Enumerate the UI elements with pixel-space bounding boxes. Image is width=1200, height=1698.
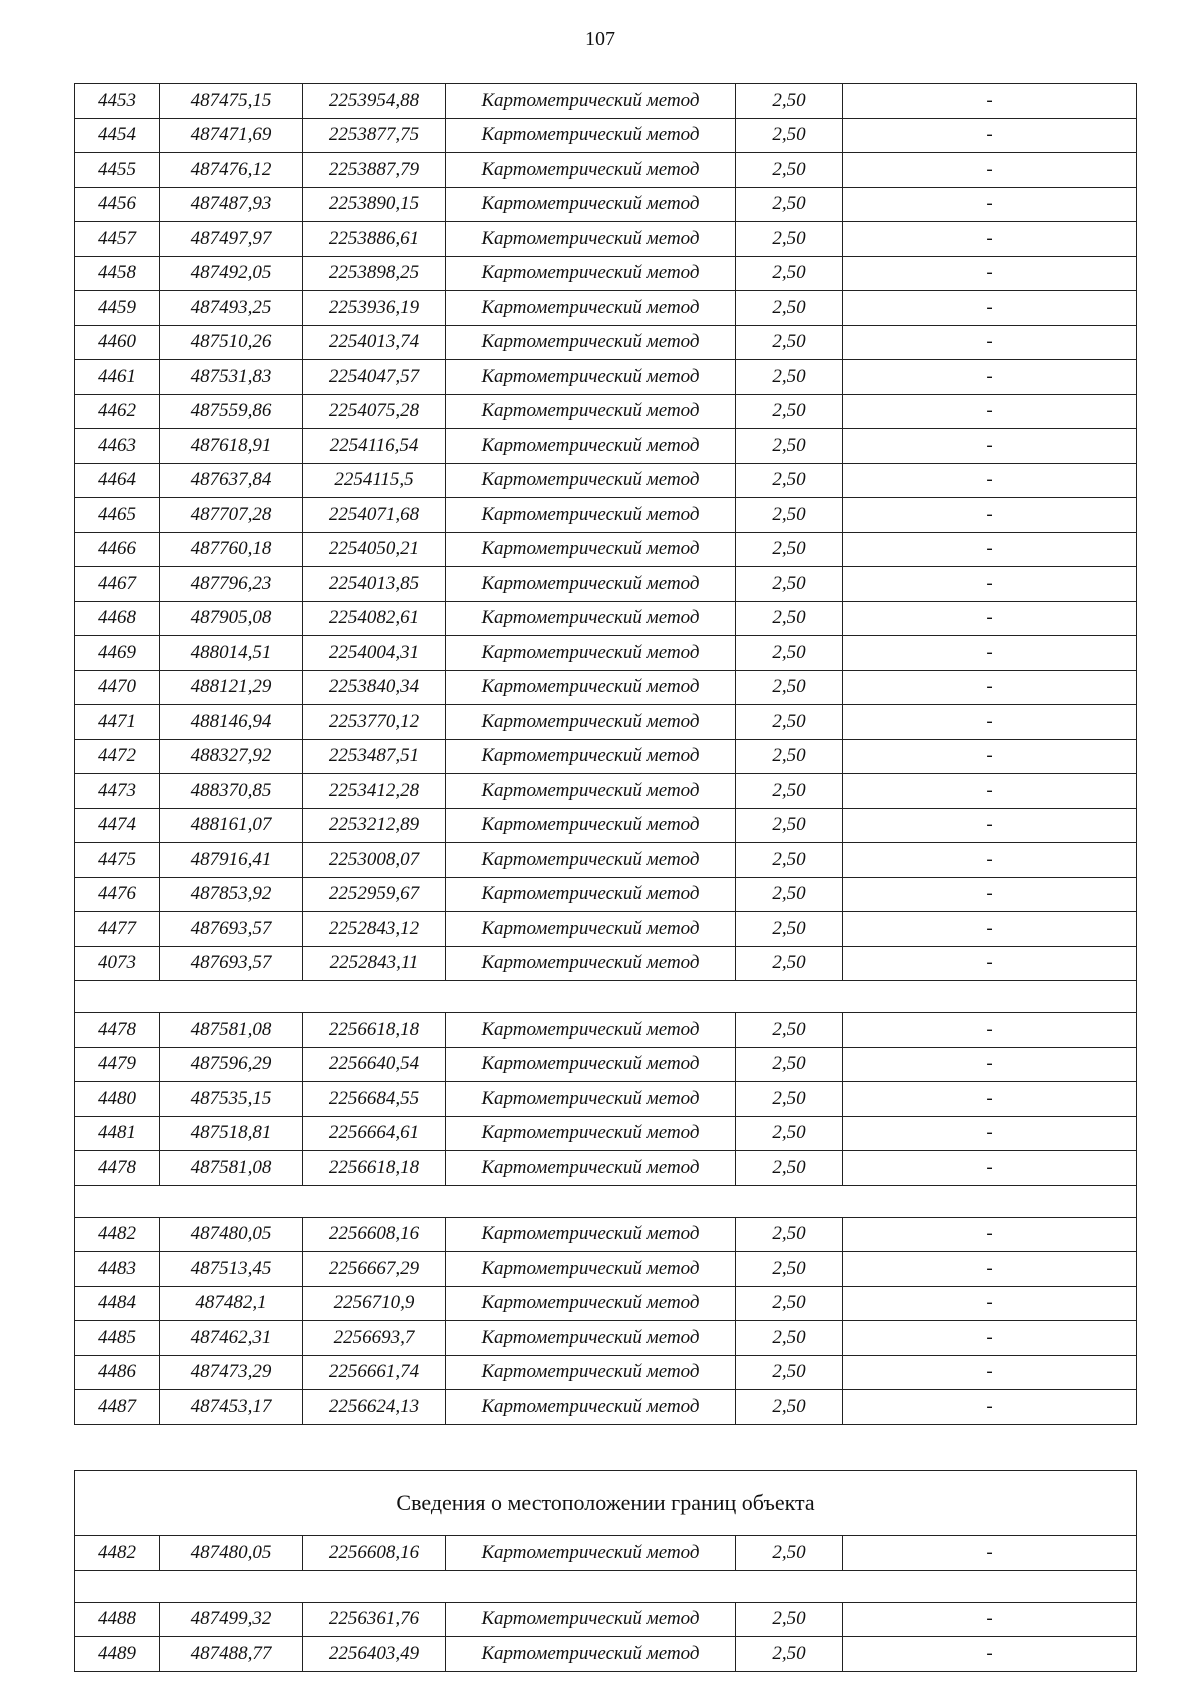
y-coordinate-cell: 2256664,61 <box>303 1116 446 1151</box>
point-number-cell: 4481 <box>75 1116 160 1151</box>
description-cell: - <box>843 739 1137 774</box>
point-number-cell: 4476 <box>75 877 160 912</box>
point-number-cell: 4454 <box>75 118 160 153</box>
x-coordinate-cell: 487559,86 <box>160 394 303 429</box>
accuracy-cell: 2,50 <box>736 1390 843 1425</box>
x-coordinate-cell: 487693,57 <box>160 946 303 981</box>
accuracy-cell: 2,50 <box>736 912 843 947</box>
table-row <box>75 1602 1137 1637</box>
x-coordinate-cell: 487853,92 <box>160 877 303 912</box>
y-coordinate-cell: 2253954,88 <box>303 84 446 119</box>
accuracy-cell: 2,50 <box>736 222 843 257</box>
method-cell: Картометрический метод <box>446 325 736 360</box>
x-coordinate-cell: 487518,81 <box>160 1116 303 1151</box>
y-coordinate-cell: 2256624,13 <box>303 1390 446 1425</box>
accuracy-cell: 2,50 <box>736 1252 843 1287</box>
accuracy-cell: 2,50 <box>736 670 843 705</box>
description-cell: - <box>843 84 1137 119</box>
y-coordinate-cell: 2253770,12 <box>303 705 446 740</box>
accuracy-cell: 2,50 <box>736 256 843 291</box>
description-cell: - <box>843 1637 1137 1672</box>
table-row <box>75 1390 1137 1425</box>
table-row <box>75 325 1137 360</box>
point-number-cell: 4473 <box>75 774 160 809</box>
table-row <box>75 429 1137 464</box>
group-separator <box>75 1185 1137 1217</box>
table-row <box>75 153 1137 188</box>
method-cell: Картометрический метод <box>446 946 736 981</box>
x-coordinate-cell: 487596,29 <box>160 1047 303 1082</box>
accuracy-cell: 2,50 <box>736 1355 843 1390</box>
x-coordinate-cell: 487531,83 <box>160 360 303 395</box>
y-coordinate-cell: 2256618,18 <box>303 1151 446 1186</box>
method-cell: Картометрический метод <box>446 1151 736 1186</box>
x-coordinate-cell: 487796,23 <box>160 567 303 602</box>
x-coordinate-cell: 487499,32 <box>160 1602 303 1637</box>
description-cell: - <box>843 636 1137 671</box>
y-coordinate-cell: 2252843,12 <box>303 912 446 947</box>
point-number-cell: 4480 <box>75 1082 160 1117</box>
description-cell: - <box>843 1252 1137 1287</box>
method-cell: Картометрический метод <box>446 187 736 222</box>
accuracy-cell: 2,50 <box>736 394 843 429</box>
table-row <box>75 877 1137 912</box>
x-coordinate-cell: 487480,05 <box>160 1536 303 1571</box>
table-row <box>75 498 1137 533</box>
point-number-cell: 4463 <box>75 429 160 464</box>
table-row <box>75 1047 1137 1082</box>
y-coordinate-cell: 2254082,61 <box>303 601 446 636</box>
x-coordinate-cell: 488370,85 <box>160 774 303 809</box>
description-cell: - <box>843 843 1137 878</box>
description-cell: - <box>843 1082 1137 1117</box>
y-coordinate-cell: 2254013,85 <box>303 567 446 602</box>
point-number-cell: 4477 <box>75 912 160 947</box>
accuracy-cell: 2,50 <box>736 843 843 878</box>
coordinates-table <box>74 83 1137 1425</box>
accuracy-cell: 2,50 <box>736 429 843 464</box>
description-cell: - <box>843 325 1137 360</box>
point-number-cell: 4486 <box>75 1355 160 1390</box>
point-number-cell: 4474 <box>75 808 160 843</box>
y-coordinate-cell: 2256403,49 <box>303 1637 446 1672</box>
method-cell: Картометрический метод <box>446 1321 736 1356</box>
point-number-cell: 4464 <box>75 463 160 498</box>
point-number-cell: 4073 <box>75 946 160 981</box>
description-cell: - <box>843 774 1137 809</box>
accuracy-cell: 2,50 <box>736 1082 843 1117</box>
accuracy-cell: 2,50 <box>736 567 843 602</box>
table-row <box>75 360 1137 395</box>
y-coordinate-cell: 2256608,16 <box>303 1217 446 1252</box>
description-cell: - <box>843 912 1137 947</box>
description-cell: - <box>843 256 1137 291</box>
point-number-cell: 4488 <box>75 1602 160 1637</box>
table-row <box>75 84 1137 119</box>
method-cell: Картометрический метод <box>446 670 736 705</box>
x-coordinate-cell: 488327,92 <box>160 739 303 774</box>
y-coordinate-cell: 2253887,79 <box>303 153 446 188</box>
description-cell: - <box>843 567 1137 602</box>
x-coordinate-cell: 487513,45 <box>160 1252 303 1287</box>
y-coordinate-cell: 2256618,18 <box>303 1013 446 1048</box>
accuracy-cell: 2,50 <box>736 1217 843 1252</box>
table-row <box>75 808 1137 843</box>
y-coordinate-cell: 2253886,61 <box>303 222 446 257</box>
table-row <box>75 705 1137 740</box>
point-number-cell: 4462 <box>75 394 160 429</box>
y-coordinate-cell: 2253877,75 <box>303 118 446 153</box>
group-separator <box>75 981 1137 1013</box>
x-coordinate-cell: 488014,51 <box>160 636 303 671</box>
point-number-cell: 4487 <box>75 1390 160 1425</box>
point-number-cell: 4478 <box>75 1013 160 1048</box>
point-number-cell: 4470 <box>75 670 160 705</box>
point-number-cell: 4471 <box>75 705 160 740</box>
method-cell: Картометрический метод <box>446 1116 736 1151</box>
accuracy-cell: 2,50 <box>736 774 843 809</box>
x-coordinate-cell: 487618,91 <box>160 429 303 464</box>
point-number-cell: 4482 <box>75 1536 160 1571</box>
description-cell: - <box>843 222 1137 257</box>
group-separator <box>75 1570 1137 1602</box>
description-cell: - <box>843 1321 1137 1356</box>
description-cell: - <box>843 429 1137 464</box>
accuracy-cell: 2,50 <box>736 118 843 153</box>
y-coordinate-cell: 2254047,57 <box>303 360 446 395</box>
group-separator-row <box>75 1570 1137 1602</box>
description-cell: - <box>843 291 1137 326</box>
method-cell: Картометрический метод <box>446 291 736 326</box>
table-row <box>75 1252 1137 1287</box>
x-coordinate-cell: 487473,29 <box>160 1355 303 1390</box>
point-number-cell: 4475 <box>75 843 160 878</box>
table-row <box>75 946 1137 981</box>
method-cell: Картометрический метод <box>446 705 736 740</box>
y-coordinate-cell: 2253212,89 <box>303 808 446 843</box>
point-number-cell: 4453 <box>75 84 160 119</box>
x-coordinate-cell: 488146,94 <box>160 705 303 740</box>
x-coordinate-cell: 487581,08 <box>160 1013 303 1048</box>
accuracy-cell: 2,50 <box>736 1151 843 1186</box>
method-cell: Картометрический метод <box>446 808 736 843</box>
y-coordinate-cell: 2254004,31 <box>303 636 446 671</box>
method-cell: Картометрический метод <box>446 1355 736 1390</box>
x-coordinate-cell: 487510,26 <box>160 325 303 360</box>
x-coordinate-cell: 487905,08 <box>160 601 303 636</box>
method-cell: Картометрический метод <box>446 532 736 567</box>
method-cell: Картометрический метод <box>446 1047 736 1082</box>
y-coordinate-cell: 2252959,67 <box>303 877 446 912</box>
x-coordinate-cell: 487462,31 <box>160 1321 303 1356</box>
y-coordinate-cell: 2253008,07 <box>303 843 446 878</box>
method-cell: Картометрический метод <box>446 912 736 947</box>
point-number-cell: 4489 <box>75 1637 160 1672</box>
method-cell: Картометрический метод <box>446 1536 736 1571</box>
description-cell: - <box>843 1355 1137 1390</box>
method-cell: Картометрический метод <box>446 1637 736 1672</box>
y-coordinate-cell: 2253487,51 <box>303 739 446 774</box>
accuracy-cell: 2,50 <box>736 946 843 981</box>
description-cell: - <box>843 1013 1137 1048</box>
group-separator-row <box>75 981 1137 1013</box>
method-cell: Картометрический метод <box>446 774 736 809</box>
method-cell: Картометрический метод <box>446 1082 736 1117</box>
point-number-cell: 4484 <box>75 1286 160 1321</box>
accuracy-cell: 2,50 <box>736 498 843 533</box>
point-number-cell: 4472 <box>75 739 160 774</box>
y-coordinate-cell: 2256608,16 <box>303 1536 446 1571</box>
description-cell: - <box>843 946 1137 981</box>
point-number-cell: 4465 <box>75 498 160 533</box>
method-cell: Картометрический метод <box>446 394 736 429</box>
section-heading-row <box>75 1471 1137 1536</box>
method-cell: Картометрический метод <box>446 1217 736 1252</box>
y-coordinate-cell: 2253412,28 <box>303 774 446 809</box>
description-cell: - <box>843 118 1137 153</box>
x-coordinate-cell: 487453,17 <box>160 1390 303 1425</box>
point-number-cell: 4457 <box>75 222 160 257</box>
table-row <box>75 843 1137 878</box>
description-cell: - <box>843 1390 1137 1425</box>
table-row <box>75 1116 1137 1151</box>
accuracy-cell: 2,50 <box>736 808 843 843</box>
y-coordinate-cell: 2254013,74 <box>303 325 446 360</box>
y-coordinate-cell: 2253840,34 <box>303 670 446 705</box>
description-cell: - <box>843 808 1137 843</box>
method-cell: Картометрический метод <box>446 153 736 188</box>
y-coordinate-cell: 2256661,74 <box>303 1355 446 1390</box>
table-row <box>75 394 1137 429</box>
table-row <box>75 1217 1137 1252</box>
description-cell: - <box>843 360 1137 395</box>
table-row <box>75 1082 1137 1117</box>
description-cell: - <box>843 1047 1137 1082</box>
x-coordinate-cell: 487480,05 <box>160 1217 303 1252</box>
section-heading: Сведения о местоположении границ объекта <box>75 1471 1137 1536</box>
description-cell: - <box>843 1217 1137 1252</box>
x-coordinate-cell: 487760,18 <box>160 532 303 567</box>
y-coordinate-cell: 2256684,55 <box>303 1082 446 1117</box>
description-cell: - <box>843 1536 1137 1571</box>
y-coordinate-cell: 2253936,19 <box>303 291 446 326</box>
y-coordinate-cell: 2253898,25 <box>303 256 446 291</box>
accuracy-cell: 2,50 <box>736 1321 843 1356</box>
y-coordinate-cell: 2254071,68 <box>303 498 446 533</box>
accuracy-cell: 2,50 <box>736 1637 843 1672</box>
description-cell: - <box>843 877 1137 912</box>
method-cell: Картометрический метод <box>446 1390 736 1425</box>
point-number-cell: 4455 <box>75 153 160 188</box>
y-coordinate-cell: 2254075,28 <box>303 394 446 429</box>
method-cell: Картометрический метод <box>446 877 736 912</box>
method-cell: Картометрический метод <box>446 222 736 257</box>
accuracy-cell: 2,50 <box>736 463 843 498</box>
method-cell: Картометрический метод <box>446 429 736 464</box>
point-number-cell: 4483 <box>75 1252 160 1287</box>
y-coordinate-cell: 2253890,15 <box>303 187 446 222</box>
description-cell: - <box>843 187 1137 222</box>
y-coordinate-cell: 2254050,21 <box>303 532 446 567</box>
description-cell: - <box>843 670 1137 705</box>
x-coordinate-cell: 487497,97 <box>160 222 303 257</box>
point-number-cell: 4459 <box>75 291 160 326</box>
method-cell: Картометрический метод <box>446 739 736 774</box>
description-cell: - <box>843 498 1137 533</box>
accuracy-cell: 2,50 <box>736 532 843 567</box>
point-number-cell: 4466 <box>75 532 160 567</box>
x-coordinate-cell: 487581,08 <box>160 1151 303 1186</box>
table-row <box>75 291 1137 326</box>
description-cell: - <box>843 463 1137 498</box>
table-row <box>75 222 1137 257</box>
x-coordinate-cell: 488121,29 <box>160 670 303 705</box>
y-coordinate-cell: 2254115,5 <box>303 463 446 498</box>
description-cell: - <box>843 394 1137 429</box>
point-number-cell: 4479 <box>75 1047 160 1082</box>
table-row <box>75 463 1137 498</box>
x-coordinate-cell: 487492,05 <box>160 256 303 291</box>
table-row <box>75 118 1137 153</box>
x-coordinate-cell: 487693,57 <box>160 912 303 947</box>
accuracy-cell: 2,50 <box>736 636 843 671</box>
description-cell: - <box>843 1116 1137 1151</box>
method-cell: Картометрический метод <box>446 636 736 671</box>
accuracy-cell: 2,50 <box>736 601 843 636</box>
table-row <box>75 912 1137 947</box>
table-row <box>75 739 1137 774</box>
method-cell: Картометрический метод <box>446 84 736 119</box>
method-cell: Картометрический метод <box>446 1013 736 1048</box>
description-cell: - <box>843 1151 1137 1186</box>
table-row <box>75 636 1137 671</box>
y-coordinate-cell: 2256667,29 <box>303 1252 446 1287</box>
accuracy-cell: 2,50 <box>736 1116 843 1151</box>
point-number-cell: 4478 <box>75 1151 160 1186</box>
y-coordinate-cell: 2256361,76 <box>303 1602 446 1637</box>
method-cell: Картометрический метод <box>446 118 736 153</box>
point-number-cell: 4485 <box>75 1321 160 1356</box>
table-row <box>75 1321 1137 1356</box>
table-row <box>75 532 1137 567</box>
x-coordinate-cell: 488161,07 <box>160 808 303 843</box>
table-row <box>75 1286 1137 1321</box>
description-cell: - <box>843 601 1137 636</box>
accuracy-cell: 2,50 <box>736 877 843 912</box>
y-coordinate-cell: 2254116,54 <box>303 429 446 464</box>
point-number-cell: 4468 <box>75 601 160 636</box>
method-cell: Картометрический метод <box>446 843 736 878</box>
table-row <box>75 1637 1137 1672</box>
method-cell: Картометрический метод <box>446 498 736 533</box>
point-number-cell: 4458 <box>75 256 160 291</box>
accuracy-cell: 2,50 <box>736 1602 843 1637</box>
table-row <box>75 187 1137 222</box>
y-coordinate-cell: 2256640,54 <box>303 1047 446 1082</box>
table-row <box>75 774 1137 809</box>
point-number-cell: 4461 <box>75 360 160 395</box>
method-cell: Картометрический метод <box>446 360 736 395</box>
y-coordinate-cell: 2256693,7 <box>303 1321 446 1356</box>
point-number-cell: 4469 <box>75 636 160 671</box>
table-row <box>75 256 1137 291</box>
boundary-section-table <box>74 1470 1137 1672</box>
point-number-cell: 4467 <box>75 567 160 602</box>
method-cell: Картометрический метод <box>446 463 736 498</box>
accuracy-cell: 2,50 <box>736 739 843 774</box>
x-coordinate-cell: 487475,15 <box>160 84 303 119</box>
x-coordinate-cell: 487916,41 <box>160 843 303 878</box>
accuracy-cell: 2,50 <box>736 705 843 740</box>
table-row <box>75 670 1137 705</box>
x-coordinate-cell: 487482,1 <box>160 1286 303 1321</box>
x-coordinate-cell: 487487,93 <box>160 187 303 222</box>
page-number: 107 <box>585 28 615 50</box>
method-cell: Картометрический метод <box>446 1286 736 1321</box>
accuracy-cell: 2,50 <box>736 1286 843 1321</box>
description-cell: - <box>843 1286 1137 1321</box>
description-cell: - <box>843 705 1137 740</box>
table-row <box>75 1355 1137 1390</box>
accuracy-cell: 2,50 <box>736 1013 843 1048</box>
description-cell: - <box>843 532 1137 567</box>
method-cell: Картометрический метод <box>446 601 736 636</box>
y-coordinate-cell: 2256710,9 <box>303 1286 446 1321</box>
table-row <box>75 1536 1137 1571</box>
accuracy-cell: 2,50 <box>736 291 843 326</box>
accuracy-cell: 2,50 <box>736 1536 843 1571</box>
accuracy-cell: 2,50 <box>736 187 843 222</box>
accuracy-cell: 2,50 <box>736 1047 843 1082</box>
accuracy-cell: 2,50 <box>736 84 843 119</box>
table-row <box>75 1013 1137 1048</box>
accuracy-cell: 2,50 <box>736 153 843 188</box>
table-row <box>75 567 1137 602</box>
method-cell: Картометрический метод <box>446 1602 736 1637</box>
accuracy-cell: 2,50 <box>736 325 843 360</box>
table-row <box>75 1151 1137 1186</box>
point-number-cell: 4460 <box>75 325 160 360</box>
accuracy-cell: 2,50 <box>736 360 843 395</box>
point-number-cell: 4456 <box>75 187 160 222</box>
description-cell: - <box>843 1602 1137 1637</box>
x-coordinate-cell: 487488,77 <box>160 1637 303 1672</box>
x-coordinate-cell: 487707,28 <box>160 498 303 533</box>
method-cell: Картометрический метод <box>446 256 736 291</box>
description-cell: - <box>843 153 1137 188</box>
method-cell: Картометрический метод <box>446 1252 736 1287</box>
x-coordinate-cell: 487471,69 <box>160 118 303 153</box>
point-number-cell: 4482 <box>75 1217 160 1252</box>
x-coordinate-cell: 487637,84 <box>160 463 303 498</box>
x-coordinate-cell: 487493,25 <box>160 291 303 326</box>
x-coordinate-cell: 487535,15 <box>160 1082 303 1117</box>
table-row <box>75 601 1137 636</box>
y-coordinate-cell: 2252843,11 <box>303 946 446 981</box>
method-cell: Картометрический метод <box>446 567 736 602</box>
group-separator-row <box>75 1185 1137 1217</box>
x-coordinate-cell: 487476,12 <box>160 153 303 188</box>
